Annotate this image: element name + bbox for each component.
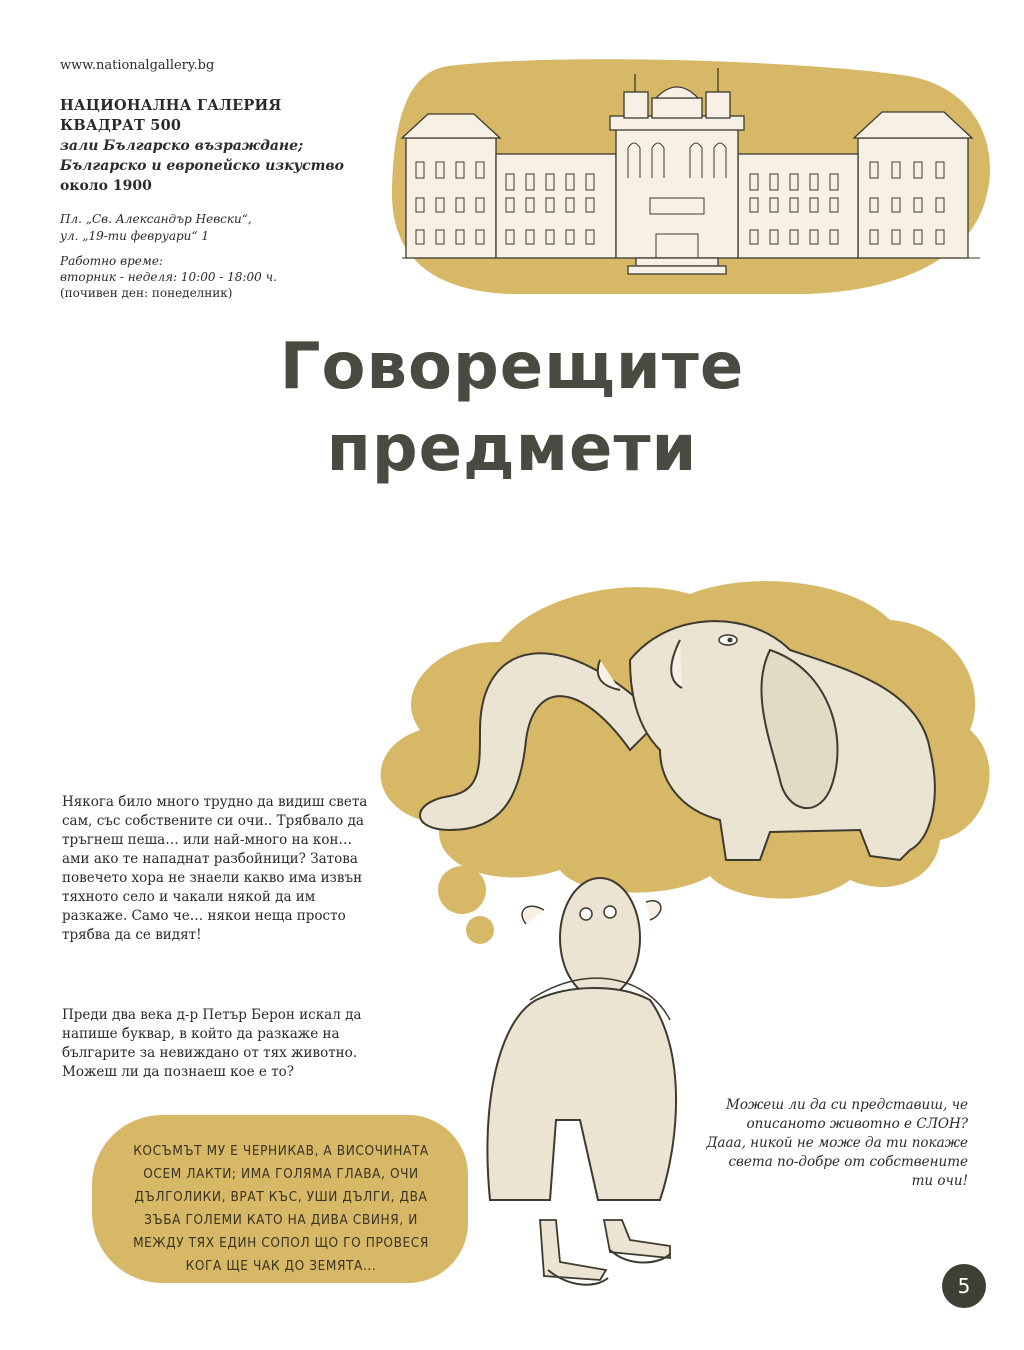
closing-note: Можеш ли да си представиш, че описаното животно е СЛОН? Дааа, никой не може да ти покаже света по-добре от собствените ти очи! [706, 1097, 968, 1189]
venue-name: НАЦИОНАЛНА ГАЛЕРИЯ [60, 97, 282, 114]
beron-quote: КОСЪМЪТ МУ Е ЧЕРНИКАВ, А ВИСОЧИНАТА ОСЕМ ЛАКТИ; ИМА ГОЛЯМА ГЛАВА, ОЧИ ДЪЛГОЛИКИ, ВРАТ КЪС, УШИ ДЪЛГИ, ДВА ЗЪБА ГОЛЕМИ КАТО НА ДИВА СВИНЯ, И МЕЖДУ ТЯХ ЕДИН СОПОЛ ЩО ГО ПРОВЕСЯ КОГА ЩЕ ЧАК ДО ЗЕМЯТА... [133, 1143, 429, 1274]
page-title-line-1: Говорещите [279, 330, 745, 404]
story-paragraph-2: Преди два века д-р Петър Берон искал да напише буквар, в който да разкаже на българите за невиждано от тях животно. Можеш ли да познаеш кое е то? [62, 1007, 362, 1080]
address-line-1: Пл. „Св. Александър Невски“, [60, 212, 252, 226]
venue-address [60, 211, 252, 245]
page-number-badge: 5 [942, 1264, 986, 1308]
hours-closed: (почивен ден: понеделник) [60, 286, 233, 300]
venue-halls-2: Българско и европейско изкуство [60, 158, 344, 174]
venue-halls-3: около 1900 [60, 178, 152, 194]
opening-hours [60, 253, 277, 301]
story-paragraph-1: Някога било много трудно да видиш света сам, със собствените си очи.. Трябвало да тръгнеш пеша… или най-много на кон… ами ако те нападнат разбойници? Затова повечето хора не знаели какво има извън тяхното село и чакали някой да им разкаже. Само че… някои неща просто трябва да се видят! [62, 794, 368, 943]
venue-info [60, 96, 380, 196]
gallery-building-illustration [388, 58, 994, 296]
hours-days: вторник - неделя: 10:00 - 18:00 ч. [60, 270, 277, 284]
address-line-2: ул. „19-ти февруари“ 1 [60, 229, 209, 243]
venue-building: КВАДРАТ 500 [60, 117, 182, 134]
venue-halls-1: зали Българско възраждане; [60, 138, 304, 154]
hours-label: Работно време: [60, 254, 163, 268]
page-title-line-2: предмети [326, 412, 698, 486]
website-url[interactable]: www.nationalgallery.bg [60, 58, 215, 73]
